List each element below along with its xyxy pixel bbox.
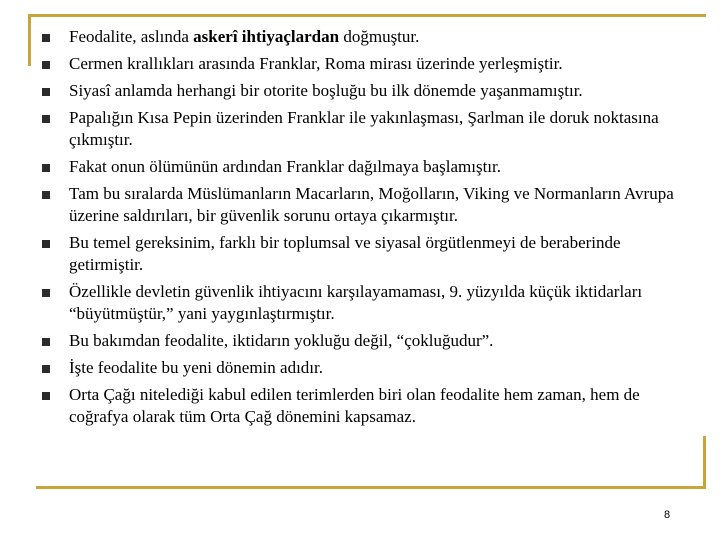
list-item (42, 183, 692, 227)
list-item (42, 281, 692, 325)
page-number: 8 (664, 509, 671, 521)
list-item (42, 384, 692, 428)
list-item (42, 156, 692, 178)
frame-right-line (703, 436, 706, 489)
square-bullet-icon (42, 34, 50, 42)
list-item (42, 107, 692, 151)
frame-bottom-line (36, 486, 706, 489)
list-item-text: Bu temel gereksinim, farklı bir toplumsal ve siyasal örgütlenmeyi de beraberinde getirmiştir. (69, 233, 621, 274)
square-bullet-icon (42, 240, 50, 248)
list-item (42, 330, 692, 352)
list-item-text: İşte feodalite bu yeni dönemin adıdır. (69, 358, 323, 377)
frame-top-line (28, 14, 706, 17)
square-bullet-icon (42, 164, 50, 172)
square-bullet-icon (42, 115, 50, 123)
list-item-text-pre: Feodalite, aslında (69, 27, 194, 46)
list-item (42, 53, 692, 75)
square-bullet-icon (42, 88, 50, 96)
list-item-text-bold: askerî ihtiyaçlardan (193, 27, 340, 46)
square-bullet-icon (42, 338, 50, 346)
list-item-text: Fakat onun ölümünün ardından Franklar dağılmaya başlamıştır. (69, 157, 501, 176)
list-item (42, 357, 692, 379)
list-item-text: Özellikle devletin güvenlik ihtiyacını karşılayamaması, 9. yüzyılda küçük iktidarları “büyütmüştür,” yani yaygınlaştırmıştır. (69, 282, 643, 323)
list-item (42, 80, 692, 102)
list-item-text: Orta Çağı nitelediği kabul edilen terimlerden biri olan feodalite hem zaman, hem de coğrafya olarak tüm Orta Çağ dönemini kapsamaz. (69, 385, 640, 426)
list-item (42, 232, 692, 276)
list-item (42, 26, 692, 48)
square-bullet-icon (42, 61, 50, 69)
bullet-list (42, 26, 692, 433)
square-bullet-icon (42, 392, 50, 400)
square-bullet-icon (42, 289, 50, 297)
list-item-text: Siyasî anlamda herhangi bir otorite boşluğu bu ilk dönemde yaşanmamıştır. (69, 81, 583, 100)
list-item-text: Cermen krallıkları arasında Franklar, Roma mirası üzerinde yerleşmiştir. (69, 54, 563, 73)
square-bullet-icon (42, 191, 50, 199)
list-item-text: Tam bu sıralarda Müslümanların Macarların, Moğolların, Viking ve Normanların Avrupa üzerine saldırıları, bir güvenlik sorunu ortaya çıkarmıştır. (69, 184, 674, 225)
list-item-text-post: doğmuştur. (339, 27, 420, 46)
list-item-text: Papalığın Kısa Pepin üzerinden Franklar ile yakınlaşması, Şarlman ile doruk noktasına çıkmıştır. (69, 108, 659, 149)
frame-left-line (28, 14, 31, 66)
square-bullet-icon (42, 365, 50, 373)
list-item-text: Bu bakımdan feodalite, iktidarın yokluğu değil, “çokluğudur”. (69, 331, 494, 350)
